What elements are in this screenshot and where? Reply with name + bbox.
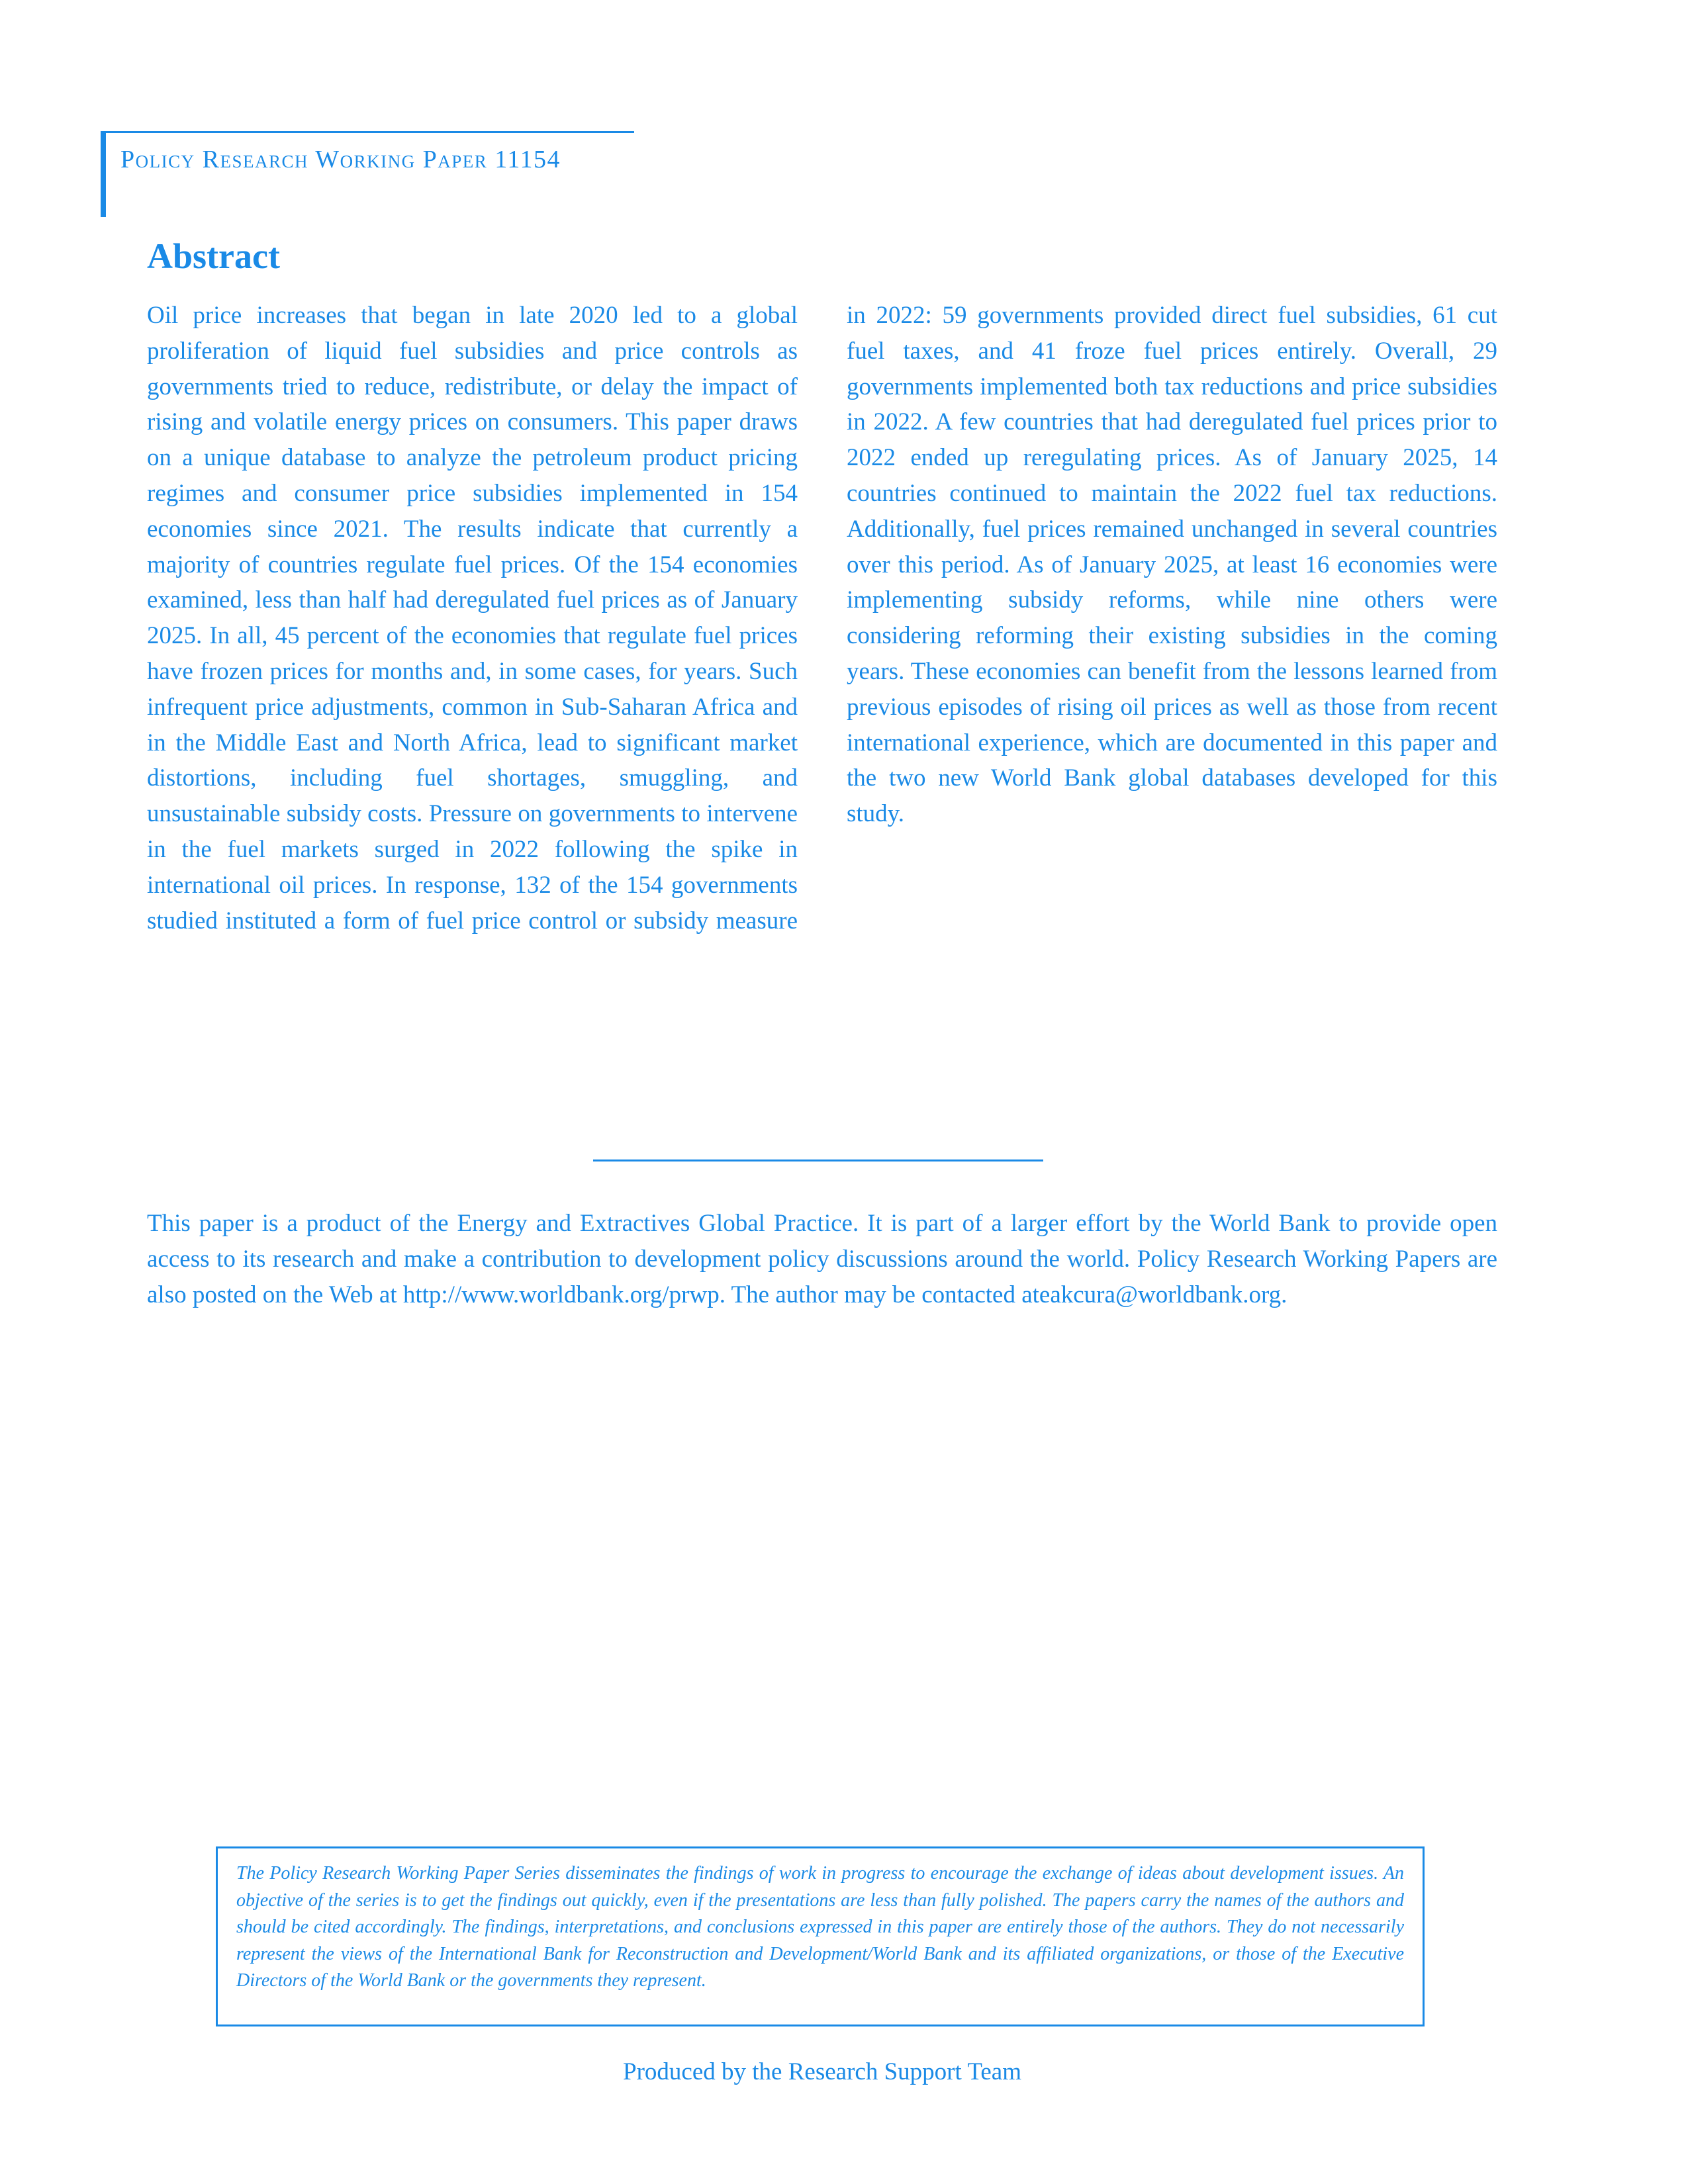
product-note: This paper is a product of the Energy and Extractives Global Practice. It is part of a larger effort by the World Bank to provide open access to its research and make a contribution to development policy discussions around the world. Policy Research Working Papers are also posted on the Web at http://www.worldbank.org/prwp. The author may be contacted ateakcura@worldbank.org. <box>147 1210 1497 1308</box>
abstract-text: Oil price increases that began in late 2020 led to a global proliferation of liquid fuel subsidies and price controls as governments tried to reduce, redistribute, or delay the impact of rising and volatile energy prices on consumers. This paper draws on a unique database to analyze the petroleum product pricing regimes and consumer price subsidies implemented in 154 economies since 2021. The results indicate that currently a majority of countries regulate fuel prices. Of the 154 economies examined, less than half had deregulated fuel prices as of January 2025. In all, 45 percent of the economies that regulate fuel prices have frozen prices for months and, in some cases, for years. Such infrequent price adjustments, common in Sub-Saharan Africa and in the Middle East and North Africa, lead to significant market distortions, including fuel shortages, smuggling, and unsustainable subsidy costs. Pressure on governments to intervene in the fuel markets surged in 2022 following the spike in international oil prices. In response, 132 of the 154 governments studied instituted a form of fuel price control or subsidy measure in 2022: 59 governments provided direct fuel subsidies, 61 cut fuel taxes, and 41 froze fuel prices entirely. Overall, 29 governments implemented both tax reductions and price subsidies in 2022. A few countries that had deregulated fuel prices prior to 2022 ended up reregulating prices. As of January 2025, 14 countries continued to maintain the 2022 fuel tax reductions. Additionally, fuel prices remained unchanged in several countries over this period. As of January 2025, at least 16 economies were implementing subsidy reforms, while nine others were considering reforming their existing subsidies in the coming years. These economies can benefit from the lessons learned from previous episodes of rising oil prices as well as those from recent international experience, which are documented in this paper and the two new World Bank global databases developed for this study. <box>147 302 1497 934</box>
series-title: Policy Research Working Paper 11154 <box>120 146 561 173</box>
disclaimer-box <box>216 1846 1425 2026</box>
section-divider <box>593 1160 1043 1161</box>
produced-by-credit: Produced by the Research Support Team <box>623 2058 1021 2085</box>
abstract-body <box>147 298 1497 960</box>
abstract-heading: Abstract <box>147 236 280 276</box>
series-accent-bar <box>101 131 106 217</box>
series-title-rule <box>101 131 634 133</box>
disclaimer-text: The Policy Research Working Paper Series disseminates the findings of work in progress to encourage the exchange of ideas about development issues. An objective of the series is to get the findings out quickly, even if the presentations are less than fully polished. The papers carry the names of the authors and should be cited accordingly. The findings, interpretations, and conclusions expressed in this paper are entirely those of the authors. They do not necessarily represent the views of the International Bank for Reconstruction and Development/World Bank and its affiliated organizations, or those of the Executive Directors of the World Bank or the governments they represent. <box>236 1863 1404 1991</box>
